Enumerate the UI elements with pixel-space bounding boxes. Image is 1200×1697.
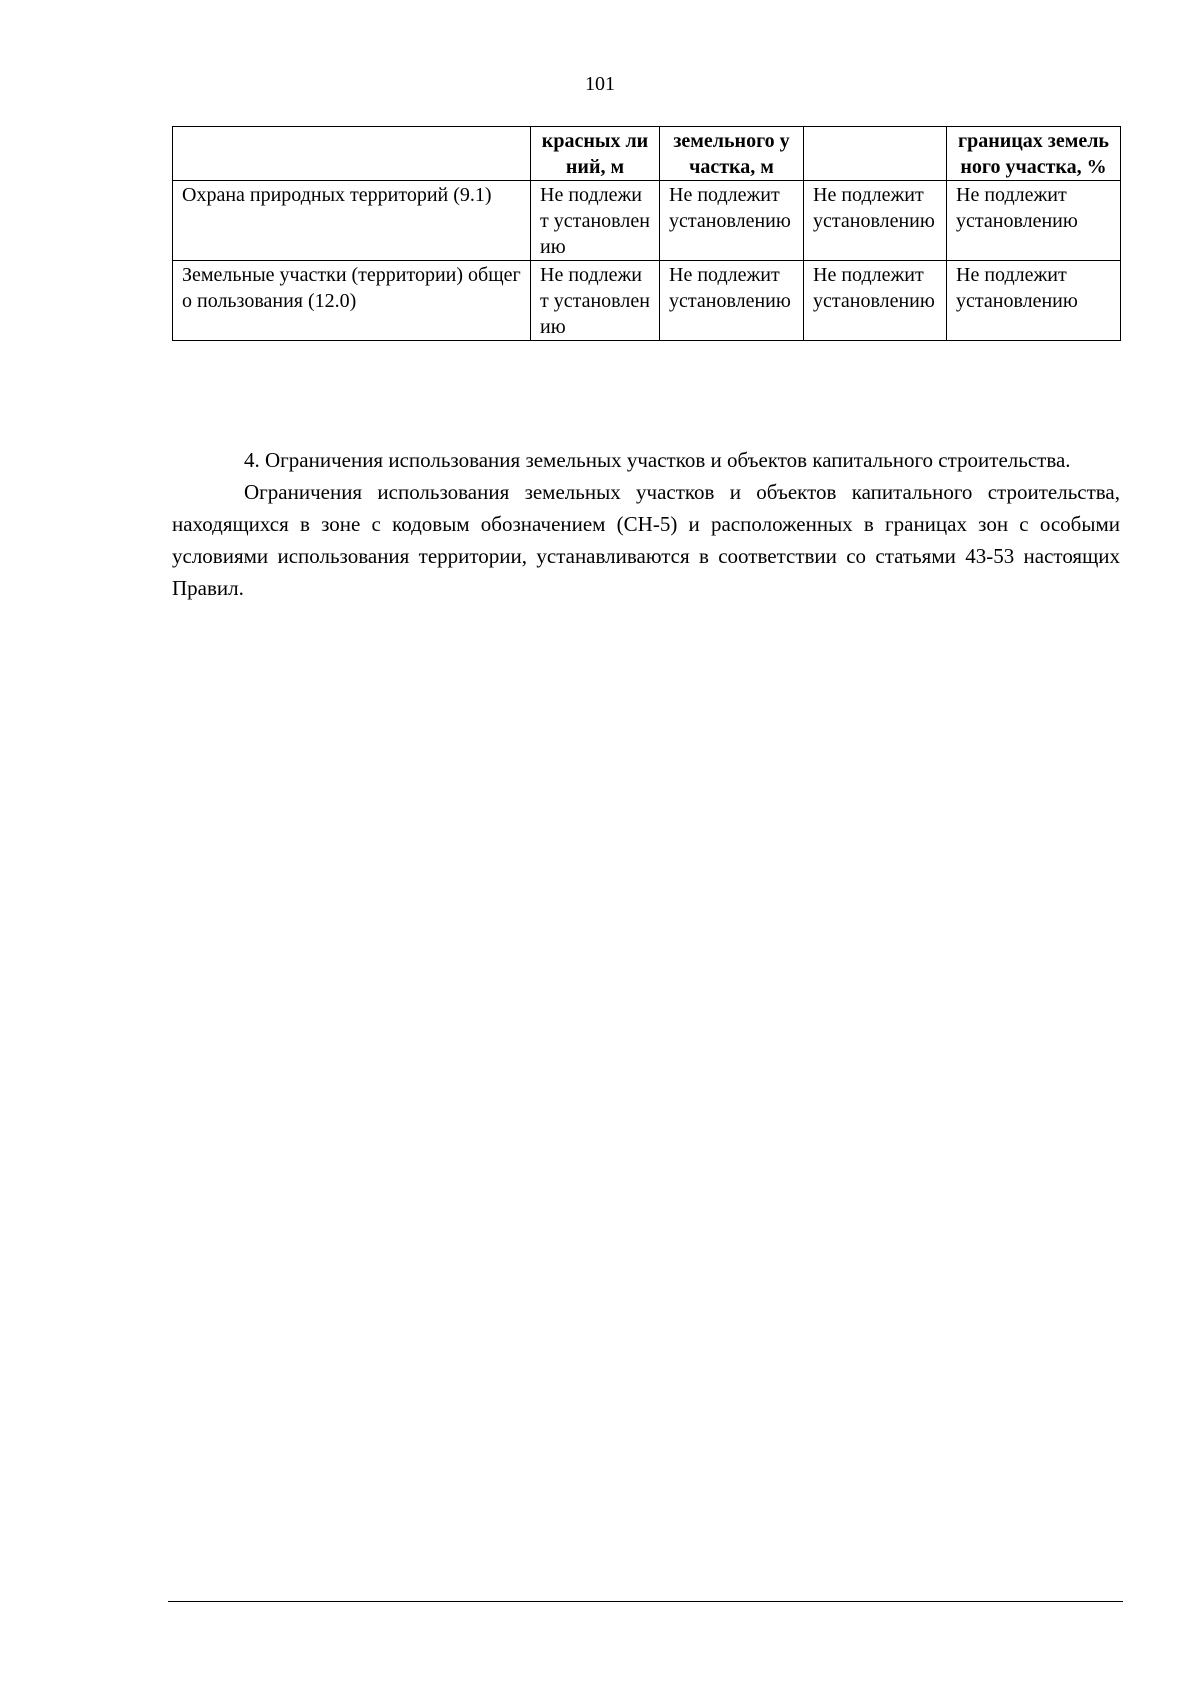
table-row: [173, 261, 1121, 341]
table-cell: Не подлежит установлению: [531, 181, 660, 261]
table-cell: Не подлежит установлению: [947, 261, 1121, 341]
footer-divider: [168, 1601, 1123, 1602]
header-cell-name: [173, 127, 531, 181]
header-cell-empty: [804, 127, 947, 181]
table-cell: Не подлежит установлению: [660, 181, 804, 261]
table-cell: Не подлежит установлению: [947, 181, 1121, 261]
page-number: 101: [585, 73, 615, 95]
table-cell: Не подлежит установлению: [804, 261, 947, 341]
table-row: [173, 181, 1121, 261]
table-header-row: [173, 127, 1121, 181]
regulations-table: [172, 126, 1121, 341]
header-cell-plot-boundaries: границах земельного участка, %: [947, 127, 1121, 181]
header-cell-red-lines: красных линий, м: [531, 127, 660, 181]
body-text: [172, 444, 1120, 604]
table-cell: Не подлежит установлению: [804, 181, 947, 261]
row-name-cell: Земельные участки (территории) общего пользования (12.0): [173, 261, 531, 341]
row-name-cell: Охрана природных территорий (9.1): [173, 181, 531, 261]
section-heading: 4. Ограничения использования земельных участков и объектов капитального строительства.: [244, 448, 1071, 472]
table-cell: Не подлежит установлению: [531, 261, 660, 341]
body-paragraph: Ограничения использования земельных участков и объектов капитального строительства, находящихся в зоне с кодовым обозначением (СН-5) и расположенных в границах зон с особыми условиями использования территории, устанавливаются в соответствии со статьями 43-53 настоящих Правил.: [172, 480, 1120, 600]
table-cell: Не подлежит установлению: [660, 261, 804, 341]
header-cell-land-plot: земельного участка, м: [660, 127, 804, 181]
